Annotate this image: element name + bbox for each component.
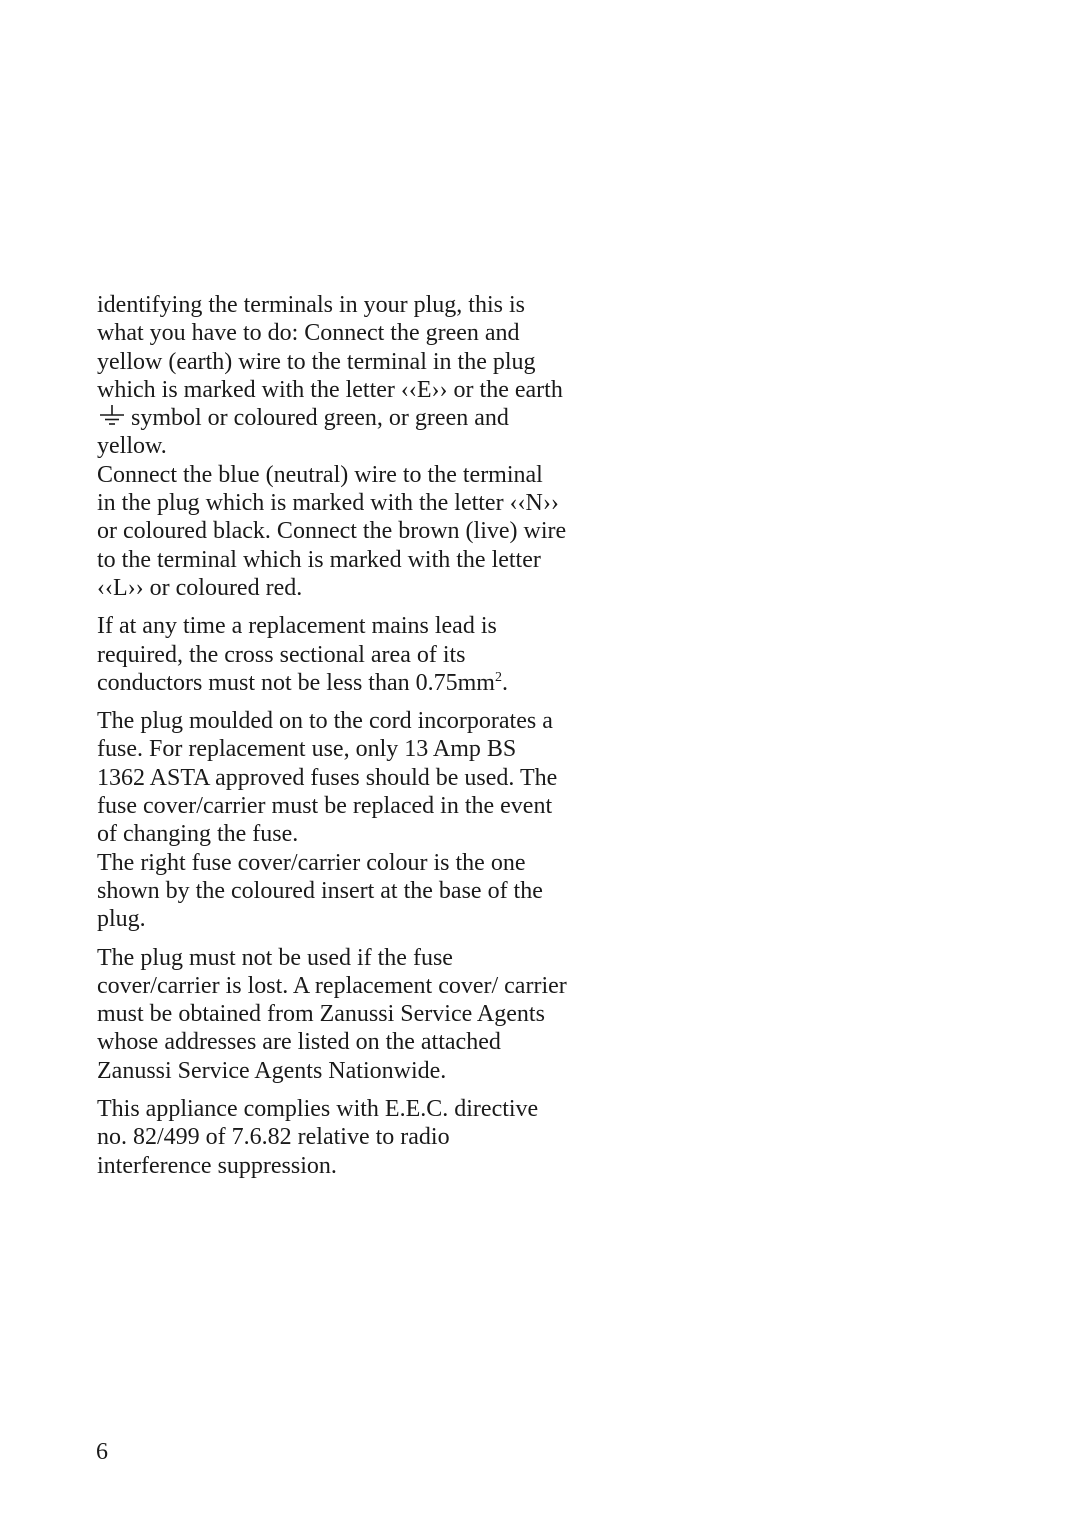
paragraph-text: Connect the blue (neutral) wire to the terminal in the plug which is marked with the letter ‹‹N›› or coloured black. Connect the brown (live) wire to the terminal which is marked with the letter ‹‹L›› or coloured red.: [97, 461, 567, 601]
paragraph-suffix: .: [501, 669, 508, 696]
paragraph-mains-lead: [97, 612, 567, 697]
paragraph-plug-terminals: [97, 291, 567, 461]
paragraph-text: The plug moulded on to the cord incorporates a fuse. For replacement use, only 13 Amp BS 1362 ASTA approved fuses should be used. The fuse cover/carrier must be replaced in the event of changing the fuse.: [97, 708, 558, 848]
paragraph-fuse-colour: [97, 849, 567, 934]
paragraph-text: This appliance complies with E.E.C. directive no. 82/499 of 7.6.82 relative to radio interference suppression.: [97, 1096, 539, 1179]
body-text: [97, 291, 567, 1180]
paragraph-neutral-live: [97, 461, 567, 602]
paragraph-eec: [97, 1095, 567, 1180]
paragraph-text: symbol or coloured green, or green and yellow.: [97, 405, 509, 460]
paragraph-text: identifying the terminals in your plug, this is what you have to do: Connect the green and yellow (earth) wire to the terminal in the plug which is marked with the letter ‹‹E›› or the earth: [97, 292, 563, 403]
paragraph-text: The plug must not be used if the fuse cover/carrier is lost. A replacement cover/ carrier must be obtained from Zanussi Service Agents whose addresses are listed on the attached Zanussi Service Agents Nationwide.: [97, 944, 567, 1084]
paragraph-cover-lost: [97, 944, 567, 1085]
superscript: 2: [494, 669, 502, 685]
paragraph-text: The right fuse cover/carrier colour is the one shown by the coloured insert at the base of the plug.: [97, 849, 543, 933]
page-number: 6: [96, 1439, 108, 1465]
paragraph-fuse: [97, 707, 567, 848]
earth-ground-icon: [99, 405, 125, 427]
paragraph-text: If at any time a replacement mains lead is required, the cross sectional area of its conductors must not be less than 0.75mm: [97, 613, 497, 696]
